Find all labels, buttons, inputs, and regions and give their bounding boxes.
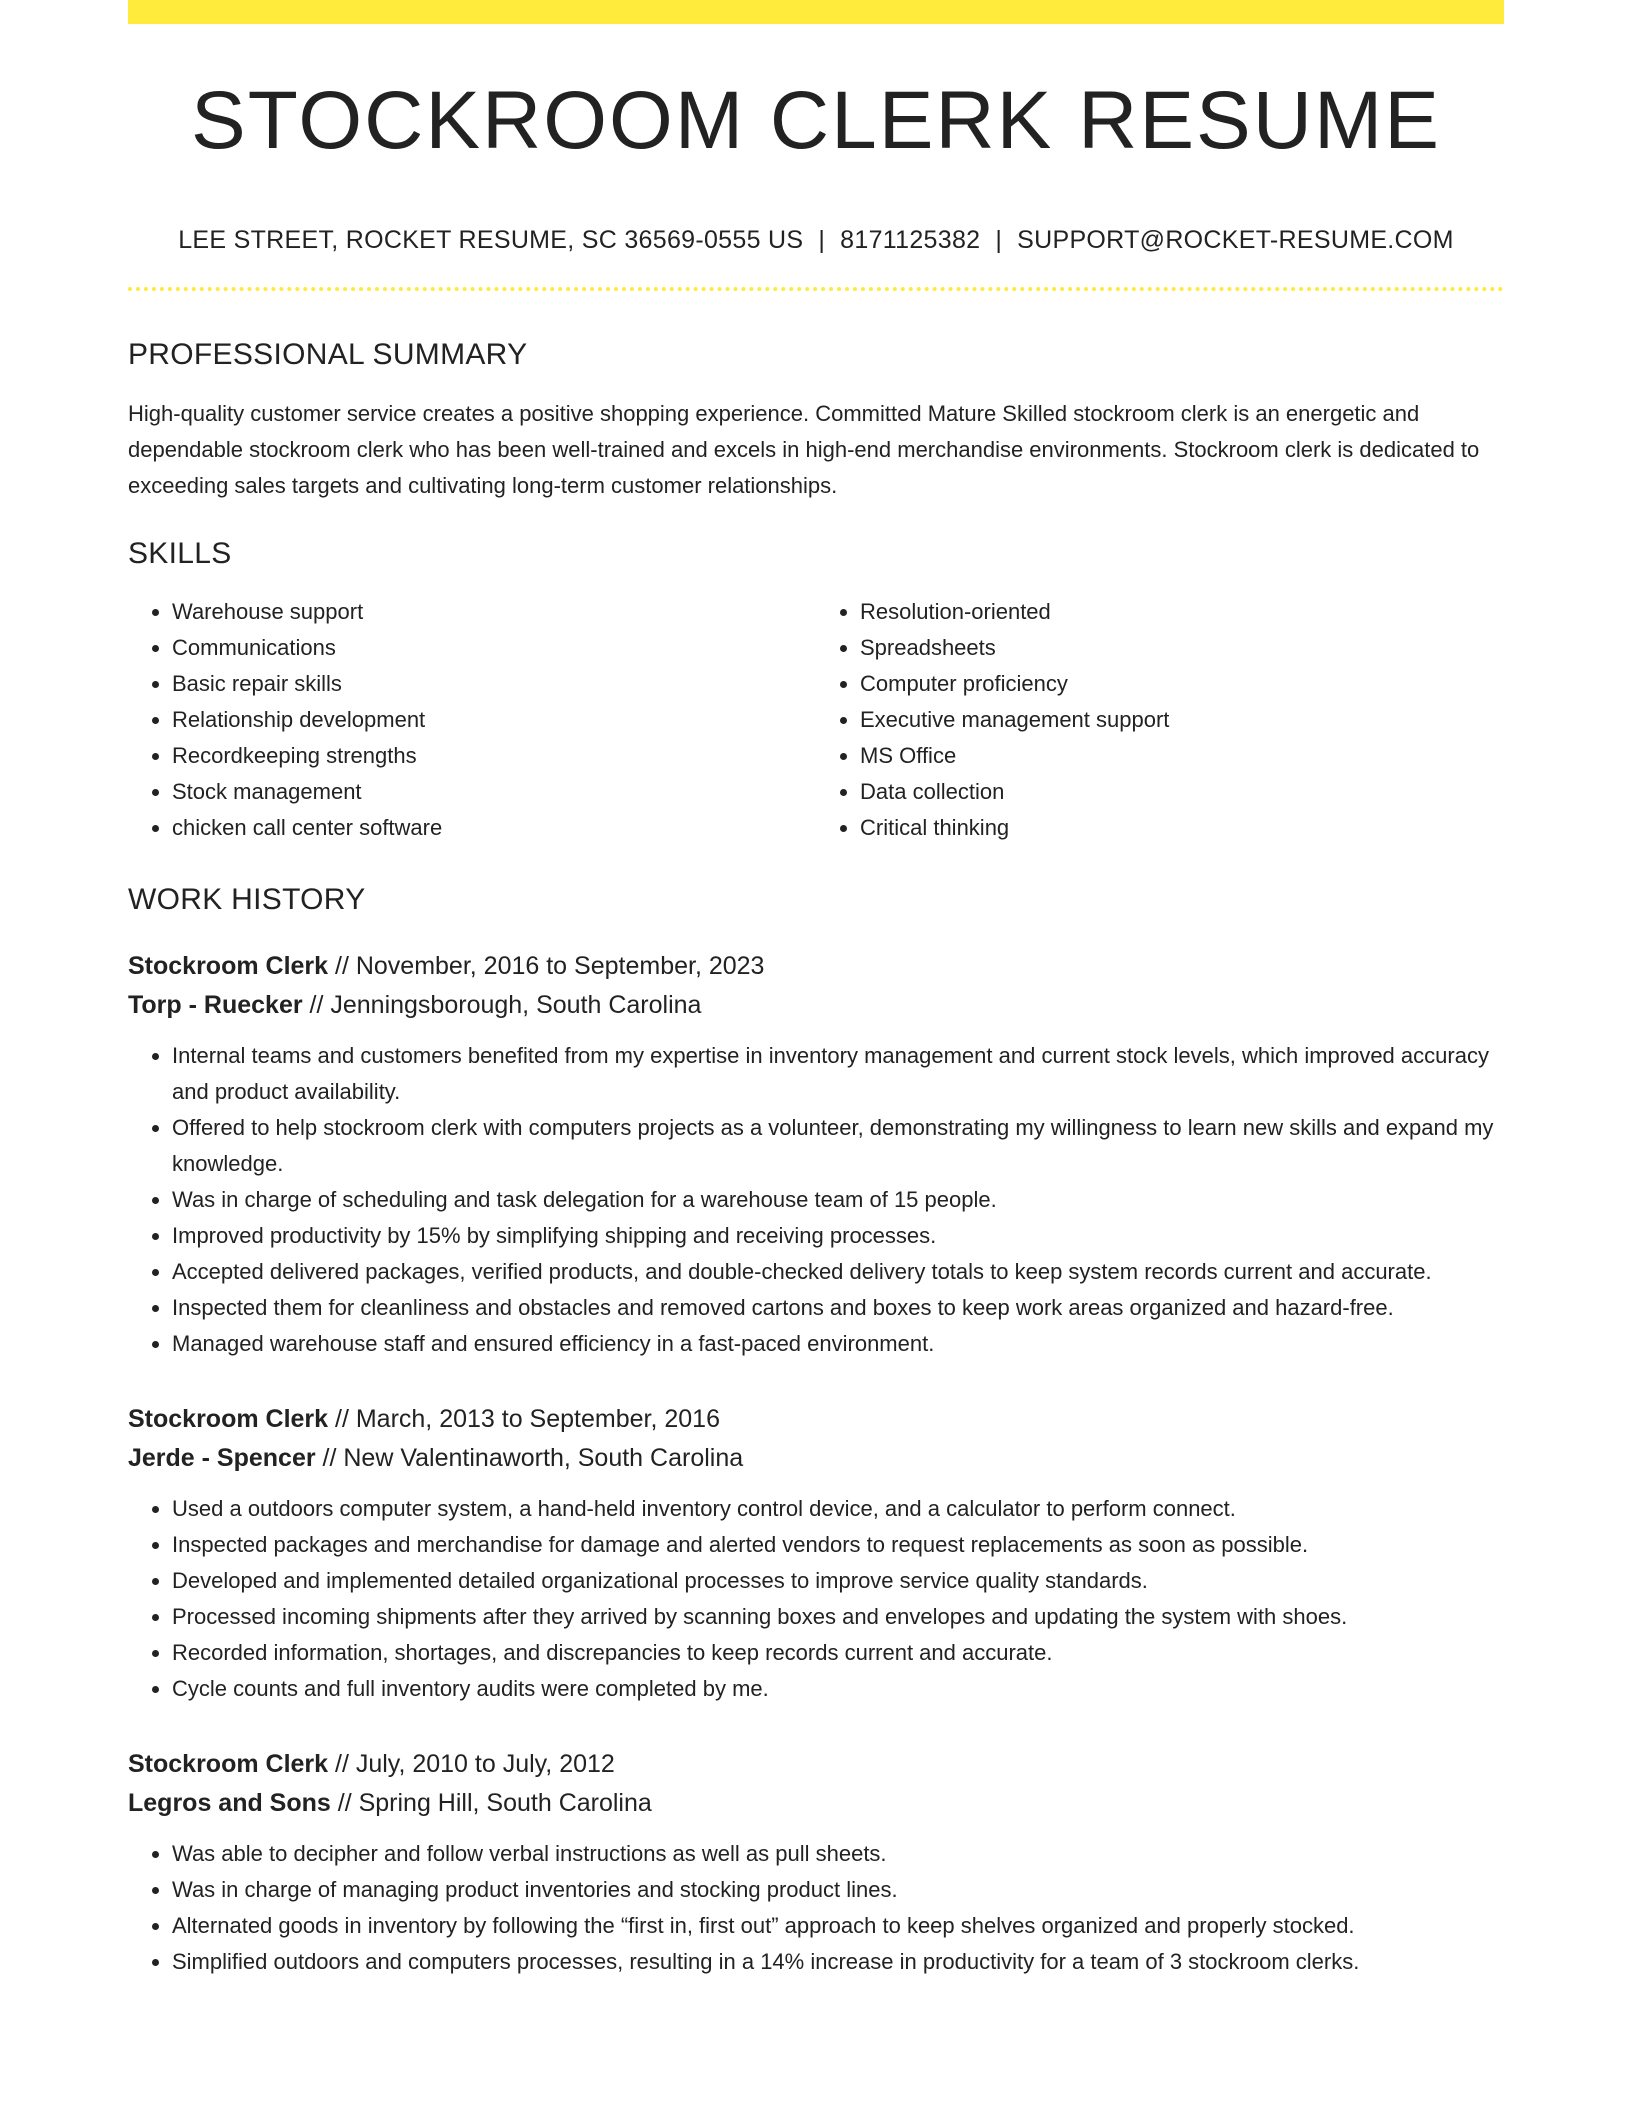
job-bullets <box>128 1491 1504 1707</box>
job-location: // Jenningsborough, South Carolina <box>302 991 702 1019</box>
contact-address: LEE STREET, ROCKET RESUME, SC 36569-0555 US <box>178 226 804 254</box>
job-location: // Spring Hill, South Carolina <box>330 1789 652 1817</box>
job-company-line <box>128 1784 1504 1823</box>
job-bullet: • Alternated goods in inventory by following the “first in, first out” approach to keep shelves organized and properly stocked. <box>172 1908 1504 1944</box>
job-bullet: • Simplified outdoors and computers processes, resulting in a 14% increase in productivity for a team of 3 stockroom clerks. <box>172 1944 1504 1980</box>
skills-left-column <box>128 594 816 846</box>
skill-item: • Computer proficiency <box>860 666 1504 702</box>
job-bullet: • Was able to decipher and follow verbal instructions as well as pull sheets. <box>172 1836 1504 1872</box>
job-bullet: • Was in charge of managing product inventories and stocking product lines. <box>172 1872 1504 1908</box>
skill-item: • Relationship development <box>172 702 816 738</box>
job-bullet: • Processed incoming shipments after they arrived by scanning boxes and envelopes and updating the system with shoes. <box>172 1599 1504 1635</box>
job-bullet: • Offered to help stockroom clerk with computers projects as a volunteer, demonstrating my willingness to learn new skills and expand my knowledge. <box>172 1110 1504 1182</box>
skill-item: • Spreadsheets <box>860 630 1504 666</box>
skill-item: • Recordkeeping strengths <box>172 738 816 774</box>
skills-right-column <box>816 594 1504 846</box>
job-bullet: • Managed warehouse staff and ensured efficiency in a fast-paced environment. <box>172 1326 1504 1362</box>
skill-item: • Resolution-oriented <box>860 594 1504 630</box>
job-bullet: • Was in charge of scheduling and task delegation for a warehouse team of 15 people. <box>172 1182 1504 1218</box>
job-role-line <box>128 947 1504 986</box>
skills-grid <box>128 594 1504 846</box>
skill-item: • Critical thinking <box>860 810 1504 846</box>
job-company: Legros and Sons <box>128 1789 331 1817</box>
skill-item: • Communications <box>172 630 816 666</box>
contact-email: SUPPORT@ROCKET-RESUME.COM <box>1017 226 1454 254</box>
summary-text: High-quality customer service creates a positive shopping experience. Committed Mature Skilled stockroom clerk is an energetic and dependable stockroom clerk who has been well-trained and excels in high-end merchandise environments. Stockroom clerk is dedicated to exceeding sales targets and cultivating long-term customer relationships. <box>128 401 1480 498</box>
skill-item: • MS Office <box>860 738 1504 774</box>
contact-separator: | <box>995 226 1003 254</box>
job-bullet: • Inspected them for cleanliness and obstacles and removed cartons and boxes to keep work areas organized and hazard-free. <box>172 1290 1504 1326</box>
job-entry <box>128 1400 1504 1707</box>
job-role-line <box>128 1745 1504 1784</box>
skills-heading: SKILLS <box>128 537 232 570</box>
job-role: Stockroom Clerk <box>128 952 329 980</box>
contact-line <box>128 228 1504 253</box>
job-company: Torp - Ruecker <box>128 991 303 1019</box>
job-bullet: • Cycle counts and full inventory audits were completed by me. <box>172 1671 1504 1707</box>
job-dates: // March, 2013 to September, 2016 <box>328 1405 720 1433</box>
job-dates: // July, 2010 to July, 2012 <box>328 1750 615 1778</box>
job-company-line <box>128 1439 1504 1478</box>
work-history-heading: WORK HISTORY <box>128 883 366 916</box>
skill-item: • Executive management support <box>860 702 1504 738</box>
job-role: Stockroom Clerk <box>128 1750 329 1778</box>
top-accent-bar <box>128 0 1504 24</box>
job-bullet: • Improved productivity by 15% by simplifying shipping and receiving processes. <box>172 1218 1504 1254</box>
job-bullet: • Accepted delivered packages, verified products, and double-checked delivery totals to keep system records current and accurate. <box>172 1254 1504 1290</box>
summary-heading: PROFESSIONAL SUMMARY <box>128 338 528 371</box>
job-company-line <box>128 986 1504 1025</box>
job-location: // New Valentinaworth, South Carolina <box>315 1444 744 1472</box>
skill-item: • Warehouse support <box>172 594 816 630</box>
skill-item: • Basic repair skills <box>172 666 816 702</box>
job-entry <box>128 1745 1504 1980</box>
job-role: Stockroom Clerk <box>128 1405 329 1433</box>
job-bullets <box>128 1836 1504 1980</box>
job-bullet: • Used a outdoors computer system, a hand-held inventory control device, and a calculator to perform connect. <box>172 1491 1504 1527</box>
skill-item: • Data collection <box>860 774 1504 810</box>
job-entry <box>128 947 1504 1362</box>
job-bullet: • Internal teams and customers benefited from my expertise in inventory management and current stock levels, which improved accuracy and product availability. <box>172 1038 1504 1110</box>
job-role-line <box>128 1400 1504 1439</box>
job-bullet: • Recorded information, shortages, and discrepancies to keep records current and accurate. <box>172 1635 1504 1671</box>
job-bullet: • Developed and implemented detailed organizational processes to improve service quality standards. <box>172 1563 1504 1599</box>
job-company: Jerde - Spencer <box>128 1444 316 1472</box>
contact-phone: 8171125382 <box>840 226 981 254</box>
job-bullet: • Inspected packages and merchandise for damage and alerted vendors to request replacements as soon as possible. <box>172 1527 1504 1563</box>
job-bullets <box>128 1038 1504 1362</box>
job-dates: // November, 2016 to September, 2023 <box>328 952 765 980</box>
header-divider <box>128 287 1504 291</box>
resume-title: STOCKROOM CLERK RESUME <box>191 75 1441 166</box>
contact-separator: | <box>818 226 826 254</box>
skill-item: • Stock management <box>172 774 816 810</box>
skill-item: • chicken call center software <box>172 810 816 846</box>
resume-page <box>128 0 1504 1980</box>
